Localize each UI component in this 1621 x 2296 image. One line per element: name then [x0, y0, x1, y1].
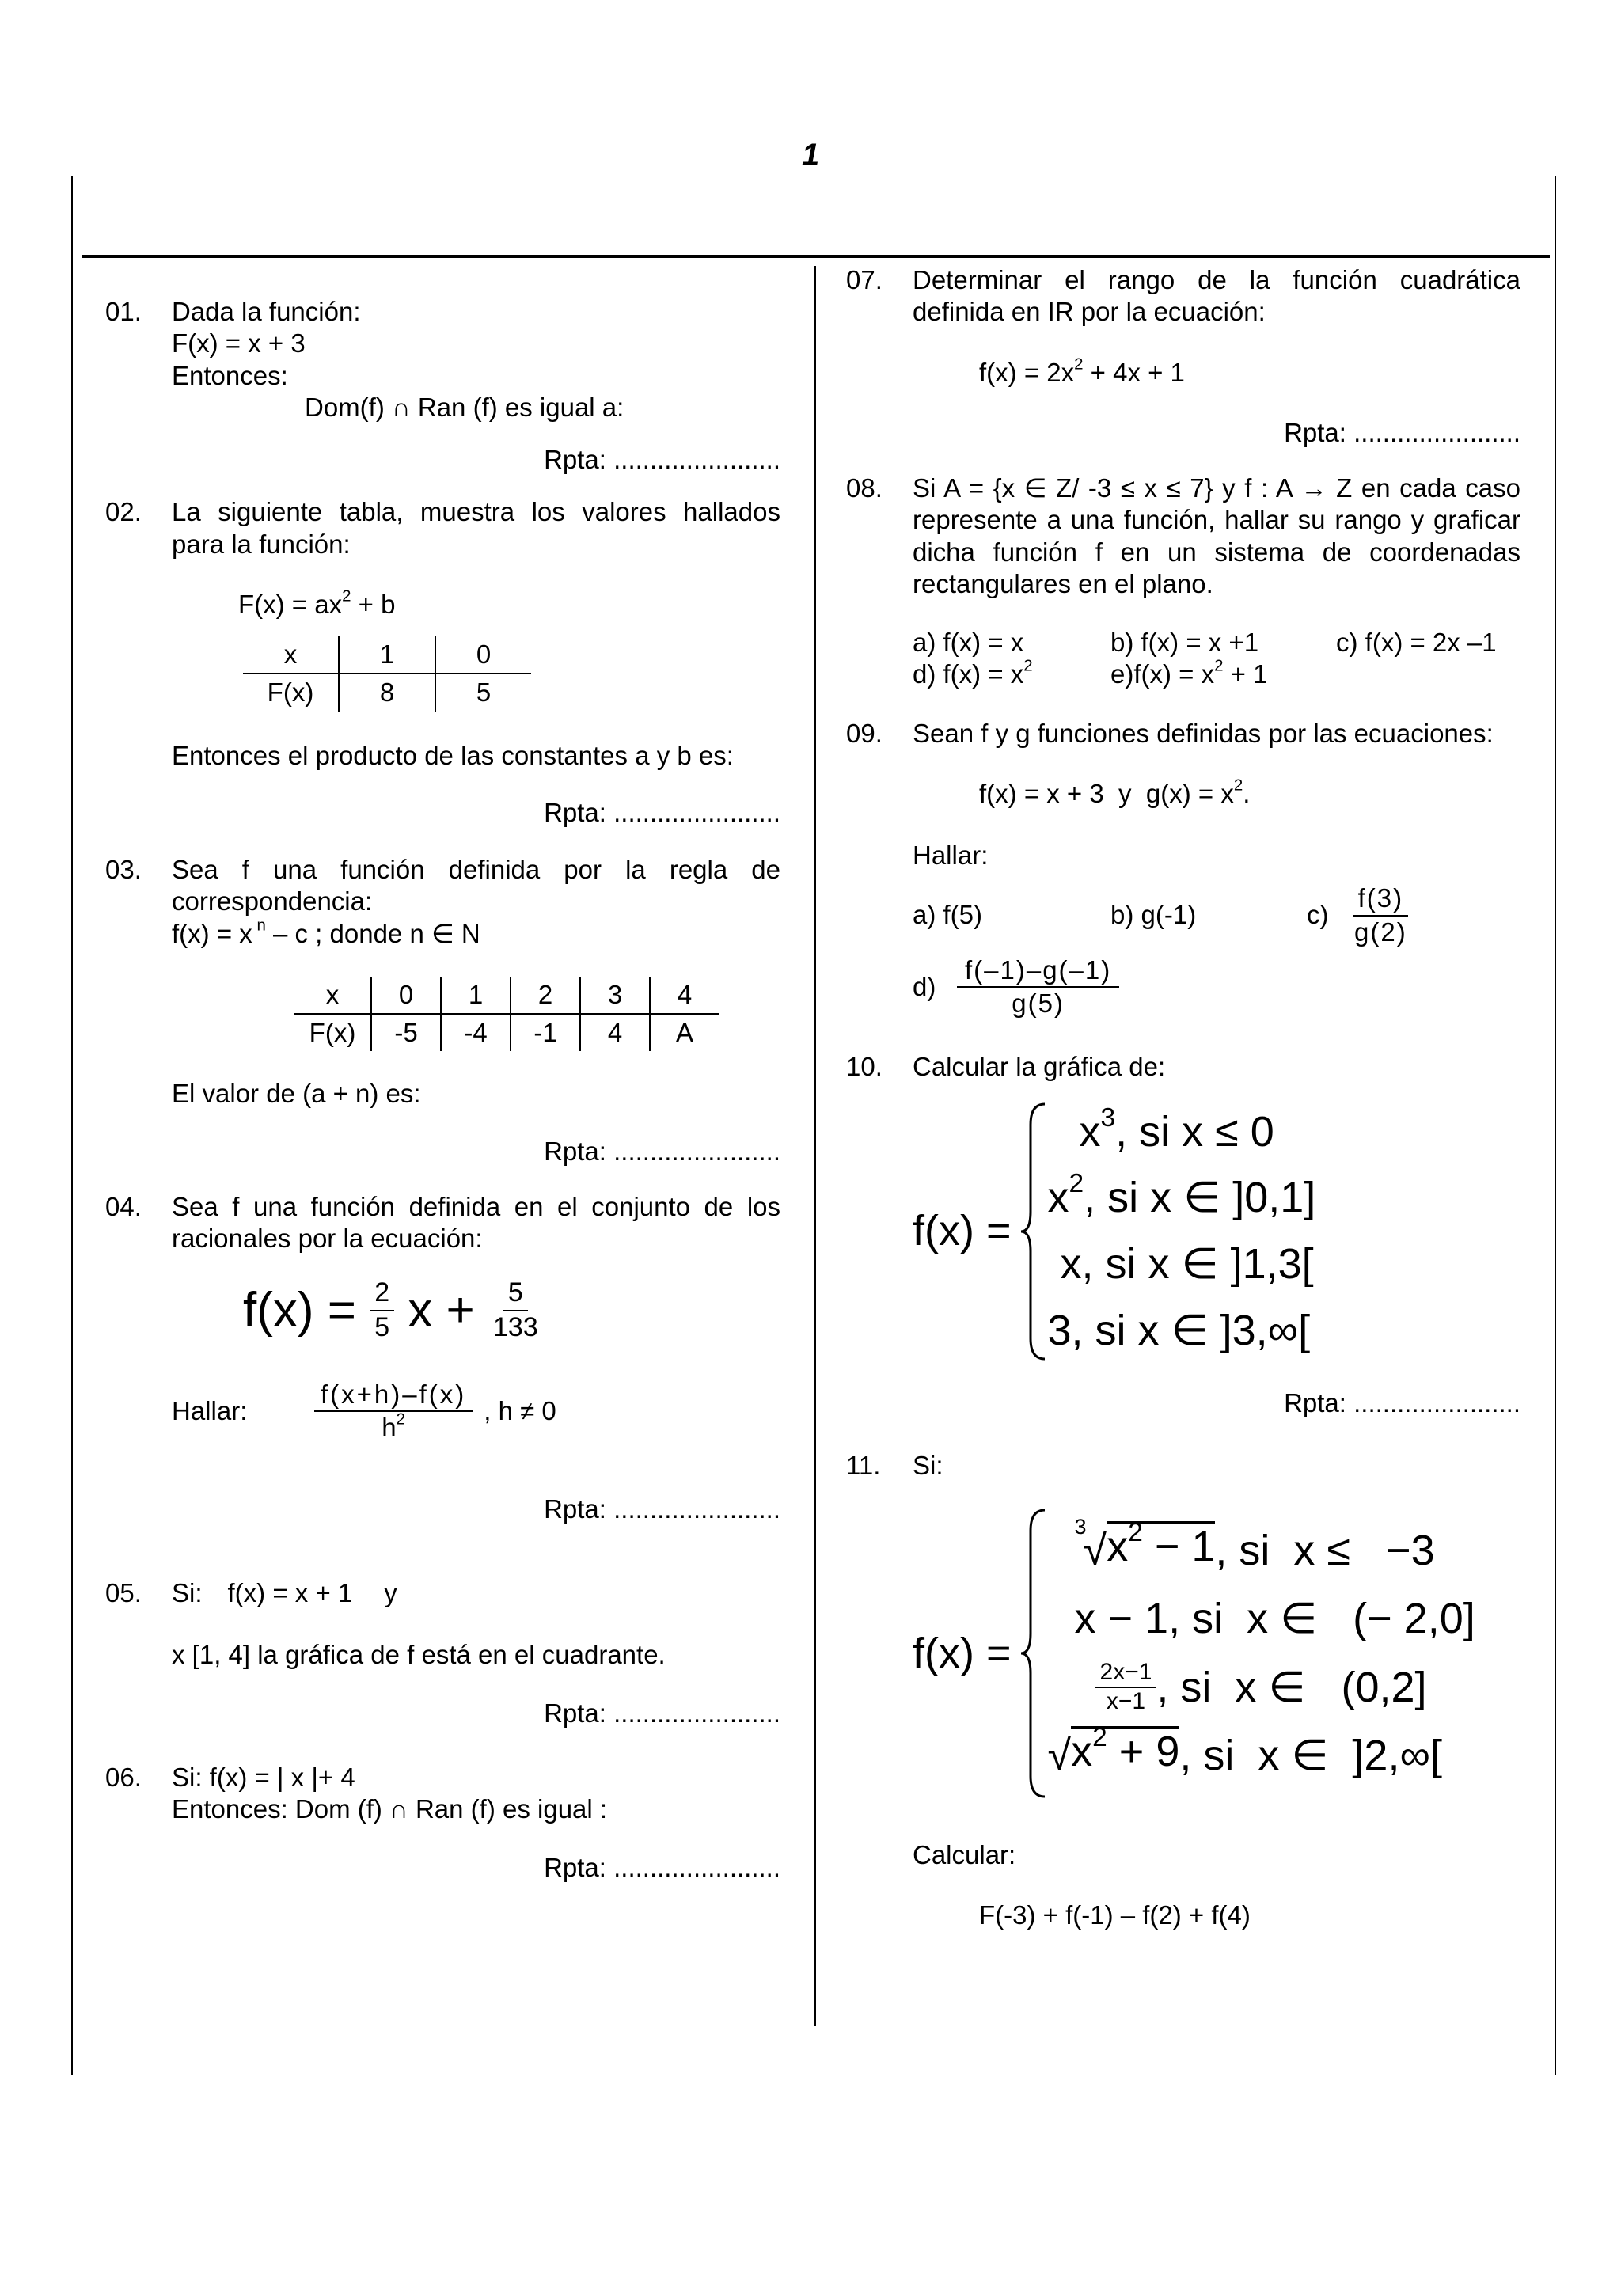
case-text: , si x ∈ ]0,1]	[1084, 1174, 1316, 1222]
problem-03	[105, 854, 780, 1167]
hallar-label: Hallar:	[913, 841, 989, 870]
table-cell: 5	[476, 677, 492, 708]
option-text: e)f(x) = x	[1110, 659, 1215, 689]
case-3	[1048, 1653, 1475, 1721]
table-cell: A	[675, 1018, 693, 1047]
right-column	[846, 264, 1520, 1931]
case-text: , si x ∈ ]2,∞[	[1179, 1732, 1442, 1780]
table-cell: 8	[339, 674, 435, 711]
case-1	[1048, 1516, 1475, 1584]
table-cell: 3	[580, 977, 650, 1014]
hallar-label: Hallar:	[172, 1396, 248, 1426]
problem-number: 06.	[105, 1762, 142, 1792]
answer-line: Rpta: .......................	[544, 797, 780, 827]
problem-text: Si A = {x ∈ Z/ -3 ≤ x ≤ 7} y f : A → Z en cada caso represente a una función, hallar su rango y graficar dicha función f en un sistema de coordenadas rectangulares en el plano.	[913, 473, 1520, 598]
option-text: + 1	[1223, 659, 1268, 689]
function-definition: F(x) = x + 3	[172, 328, 306, 359]
numerator: f(3)	[1353, 882, 1409, 916]
option-text: d) f(x) = x	[913, 659, 1024, 689]
problem-number: 03.	[105, 855, 142, 884]
problem-number: 07.	[846, 265, 883, 294]
table-cell: 4	[580, 1014, 650, 1051]
radicand	[1071, 1723, 1180, 1776]
exponent: n	[252, 916, 266, 935]
table-cell: 0	[476, 639, 492, 669]
table-cell: 1	[339, 636, 435, 674]
exponent: 2	[1092, 1723, 1107, 1753]
piecewise-function	[913, 1507, 1520, 1800]
case-2	[1048, 1165, 1316, 1231]
values-table	[294, 977, 719, 1052]
expression-to-compute: F(-3) + f(-1) – f(2) + f(4)	[979, 1900, 1251, 1930]
table-cell: -5	[371, 1014, 441, 1051]
correspondence-rule	[172, 918, 780, 950]
difference-quotient	[172, 1379, 780, 1444]
case-4	[1048, 1721, 1475, 1789]
problem-02	[105, 496, 780, 829]
table-cell: 4	[677, 979, 693, 1009]
rule-part: f(x) = x	[172, 918, 252, 948]
numerator: f(x+h)–f(x)	[314, 1379, 473, 1412]
option-a: a) f(5)	[913, 900, 983, 930]
table-cell: 2	[511, 977, 580, 1014]
rule-part: – c ; donde n ∈ N	[265, 918, 480, 948]
radical-sign: √	[1047, 1732, 1072, 1780]
table-cell: -1	[511, 1014, 580, 1051]
radicand-text: + 9	[1107, 1728, 1180, 1776]
problem-text	[172, 1577, 780, 1609]
exponent: 2	[1233, 776, 1243, 795]
problem-question: El valor de (a + n) es:	[172, 1079, 421, 1109]
radicand-text: x	[1107, 1522, 1129, 1570]
fraction-two-fifths	[370, 1277, 394, 1344]
problem-question: x [1, 4] la gráfica de f está en el cuadrante.	[172, 1640, 666, 1670]
function-definition: f(x) = x + 1	[227, 1577, 353, 1607]
problem-number: 08.	[846, 473, 883, 503]
problem-question: Entonces: Dom (f) ∩ Ran (f) es igual :	[172, 1793, 608, 1824]
problem-question: Dom(f) ∩ Ran (f) es igual a:	[305, 392, 624, 422]
function-definition: Si: f(x) = | x |+ 4	[172, 1762, 355, 1792]
problem-number: 05.	[105, 1577, 142, 1607]
exponent: 2	[342, 586, 351, 605]
cases	[1048, 1099, 1316, 1364]
header-rule	[82, 255, 1550, 258]
problem-question: Entonces el producto de las constantes a y b es:	[172, 740, 734, 770]
denominator-base: h	[382, 1413, 397, 1443]
options-row	[913, 627, 1520, 658]
left-column	[105, 296, 780, 1884]
option-d: d)	[913, 971, 936, 1001]
si-label: Si:	[172, 1577, 203, 1607]
radicand	[1107, 1517, 1216, 1570]
problem-number: 01.	[105, 297, 142, 326]
formula-part: F(x) = ax	[238, 589, 343, 619]
exponent: 2	[1074, 355, 1084, 374]
function-lhs: f(x) =	[913, 1207, 1012, 1255]
definition-part: .	[1243, 778, 1251, 808]
problem-text: Entonces:	[172, 360, 288, 390]
table-cell: x	[243, 636, 339, 674]
formula-part: + 4x + 1	[1083, 357, 1185, 387]
function-definitions	[913, 778, 1520, 810]
problem-text: La siguiente tabla, muestra los valores hallados para la función:	[172, 497, 780, 559]
option-e	[1110, 658, 1267, 690]
denominator: 133	[493, 1311, 538, 1342]
answer-line: Rpta: .......................	[1284, 417, 1520, 447]
function-formula	[172, 586, 780, 620]
option-d	[913, 658, 1110, 690]
table-cell: F(x)	[294, 1014, 371, 1051]
problem-06	[105, 1762, 780, 1884]
option-b: b) g(-1)	[1110, 900, 1197, 930]
case-4: 3, si x ∈ ]3,∞[	[1047, 1306, 1311, 1354]
case-1	[1048, 1099, 1316, 1166]
problem-09	[846, 718, 1520, 1020]
si-label: Si:	[913, 1450, 943, 1480]
definition-part: f(x) = x + 3 y g(x) = x	[979, 778, 1234, 808]
fraction-five-over-133	[488, 1277, 543, 1344]
cube-root	[1075, 1516, 1216, 1584]
function-formula	[913, 357, 1520, 389]
denominator: 5	[374, 1311, 390, 1342]
function-lhs: f(x) =	[913, 1629, 1012, 1677]
options-row	[913, 882, 1520, 948]
case-text: x	[1079, 1107, 1101, 1156]
left-brace	[1019, 1101, 1048, 1362]
table-cell: -4	[441, 1014, 511, 1051]
problem-text: Dada la función:	[172, 297, 361, 326]
option-c: c) f(x) = 2x –1	[1336, 628, 1497, 657]
table-cell: F(x)	[243, 674, 339, 711]
radicand-text: x	[1071, 1728, 1093, 1776]
answer-line: Rpta: .......................	[544, 1853, 780, 1883]
equation-lhs: f(x) =	[243, 1282, 370, 1338]
connector: y	[384, 1577, 397, 1607]
table-row	[294, 1014, 719, 1051]
left-brace	[1019, 1507, 1048, 1800]
answer-line: Rpta: .......................	[1284, 1388, 1520, 1418]
problem-10	[846, 1051, 1520, 1419]
option-d-fraction	[957, 954, 1119, 1020]
problem-number: 10.	[846, 1052, 883, 1082]
denominator: g(2)	[1354, 917, 1407, 947]
radical-sign: √	[1083, 1526, 1107, 1574]
calcular-label: Calcular:	[913, 1839, 1016, 1869]
exponent: 2	[1023, 656, 1033, 675]
values-table	[243, 636, 531, 712]
case-text: , si x ≤ 0	[1115, 1107, 1274, 1156]
option-c-fraction	[1350, 882, 1412, 948]
page-number: 1	[801, 138, 820, 173]
problem-07	[846, 264, 1520, 449]
exponent: 2	[1214, 656, 1224, 675]
root-index: 3	[1074, 1514, 1087, 1539]
problem-text: Determinar el rango de la función cuadrática definida en IR por la ecuación:	[913, 265, 1520, 327]
table-cell: 1	[441, 977, 511, 1014]
answer-line: Rpta: .......................	[544, 1493, 780, 1524]
equation-middle: x +	[394, 1282, 488, 1338]
options-row	[913, 954, 1520, 1020]
problem-08	[846, 472, 1520, 691]
case-2: x − 1, si x ∈ (− 2,0]	[1074, 1595, 1475, 1643]
exponent: 2	[1128, 1517, 1143, 1547]
quotient-fraction	[314, 1379, 473, 1444]
case-text: , si x ≤ −3	[1215, 1526, 1435, 1574]
left-border-line	[71, 176, 73, 2075]
formula-part: + b	[351, 589, 396, 619]
numerator: 5	[503, 1277, 528, 1311]
case-text: , si x ∈ (0,2]	[1156, 1663, 1427, 1711]
case-3: x, si x ∈ ]1,3[	[1060, 1239, 1314, 1288]
condition: , h ≠ 0	[484, 1396, 556, 1426]
table-row	[243, 674, 531, 711]
numerator: 2	[370, 1277, 394, 1311]
problem-number: 09.	[846, 718, 883, 748]
problem-01	[105, 296, 780, 476]
case-text: x	[1047, 1174, 1069, 1222]
table-row	[294, 977, 719, 1014]
problem-04	[105, 1191, 780, 1525]
problem-text: Sea f una función definida por la regla de correspondencia:	[172, 855, 780, 917]
problem-text: Calcular la gráfica de:	[913, 1052, 1166, 1082]
formula-part: f(x) = 2x	[979, 357, 1075, 387]
problem-number: 04.	[105, 1191, 142, 1221]
square-root	[1048, 1721, 1180, 1789]
exponent: 2	[396, 1410, 405, 1429]
table-cell: x	[294, 977, 371, 1014]
options-row	[913, 658, 1520, 690]
table-cell: 0	[371, 977, 441, 1014]
denominator: g(5)	[1012, 989, 1065, 1018]
exponent: 2	[1069, 1169, 1084, 1199]
denominator: x−1	[1106, 1687, 1146, 1714]
problem-05	[105, 1577, 780, 1730]
function-equation	[172, 1277, 780, 1344]
problem-number: 11.	[846, 1450, 881, 1480]
numerator: f(–1)–g(–1)	[957, 954, 1119, 988]
answer-line: Rpta: .......................	[544, 445, 780, 474]
answer-line: Rpta: .......................	[544, 1698, 780, 1729]
problem-text: Sean f y g funciones definidas por las ecuaciones:	[913, 718, 1494, 748]
cases	[1048, 1516, 1475, 1790]
radicand-text: − 1	[1142, 1522, 1216, 1570]
problem-11	[846, 1450, 1520, 1932]
answer-line: Rpta: .......................	[544, 1136, 780, 1166]
exponent: 3	[1100, 1102, 1116, 1133]
option-c: c)	[1307, 900, 1329, 930]
option-a: a) f(x) = x	[913, 628, 1024, 657]
option-b: b) f(x) = x +1	[1110, 628, 1259, 657]
piecewise-function	[913, 1099, 1520, 1364]
numerator: 2x−1	[1095, 1659, 1157, 1688]
case-3-fraction	[1095, 1659, 1157, 1715]
right-border-line	[1555, 176, 1556, 2075]
problem-number: 02.	[105, 497, 142, 527]
table-row	[243, 636, 531, 674]
problem-text: Sea f una función definida en el conjunto de los racionales por la ecuación:	[172, 1191, 780, 1253]
denominator	[377, 1412, 410, 1444]
column-divider	[814, 266, 816, 2026]
